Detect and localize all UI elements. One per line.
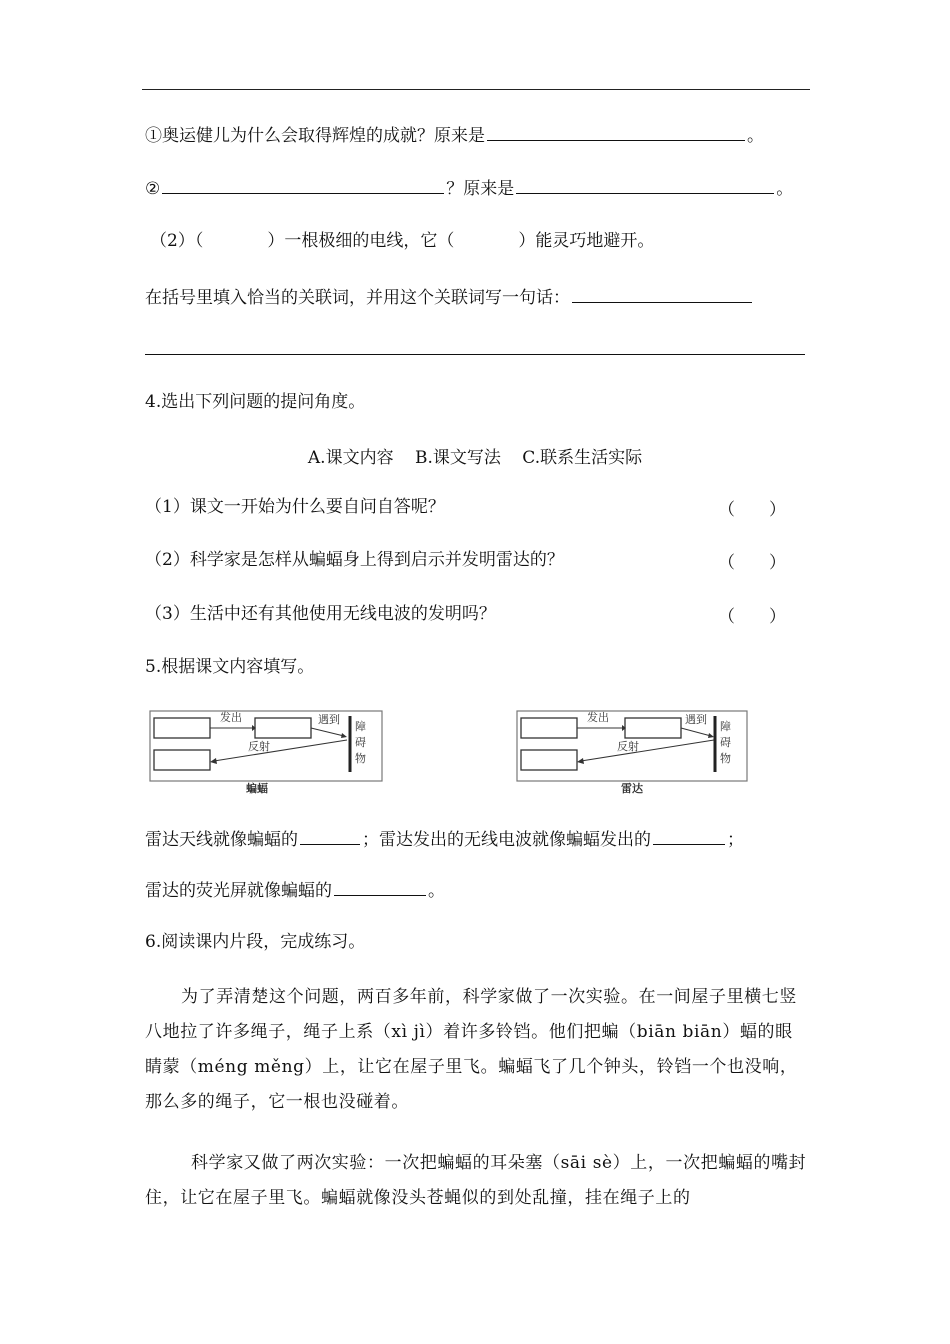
q4-question-3: （3）生活中还有其他使用无线电波的发明吗？ (145, 604, 496, 624)
obstacle-label-1: 障 (720, 720, 731, 733)
obstacle-label-2: 碍 (720, 736, 731, 749)
bat-echolocation-diagram (148, 706, 388, 798)
reading-paragraph-2: 科学家又做了两次实验：一次把蝙蝠的耳朵塞（sāi sè）上，一次把蝙蝠的嘴封住，让它在屋子里飞。蝙蝠就像没头苍蝇似的到处乱撞，挂在绳子上的 (145, 1153, 807, 1208)
option-b: B.课文写法 (414, 448, 501, 468)
answer-blank[interactable] (487, 122, 745, 141)
bat-receiver-box (154, 750, 210, 770)
q4-title: 4.选出下列问题的提问角度。 (145, 392, 366, 412)
bat-wave-box (255, 718, 311, 738)
radar-wave-box (625, 718, 681, 738)
option-c: C.联系生活实际 (522, 448, 643, 468)
bat-emitter-box (154, 718, 210, 738)
reading-paragraph-1: 为了弄清楚这个问题，两百多年前，科学家做了一次实验。在一间屋子里横七竖八地拉了许多绳子，绳子上系（xì jì）着许多铃铛。他们把蝙（biān biān）蝠的眼睛蒙（méng měng）上，让它在屋子里飞。蝙蝠飞了几个钟头，铃铛一个也没响，那么多的绳子，它一根也没碰着。 (145, 987, 798, 1112)
obstacle-label-3: 物 (720, 752, 731, 765)
reflect-label: 反射 (617, 740, 639, 753)
q4-options (0, 443, 950, 468)
q4-question-2: （2）科学家是怎样从蝙蝠身上得到启示并发明雷达的？ (145, 550, 564, 570)
q4-answer-paren-2[interactable]: （ ） (718, 553, 786, 573)
reflect-label: 反射 (248, 740, 270, 753)
q4-question-1: （1）课文一开始为什么要自问自答呢？ (145, 497, 445, 517)
answer-blank[interactable] (300, 826, 360, 845)
radar-screen-box (521, 750, 577, 770)
q5-fill-line1: 雷达天线就像蝙蝠的 ；雷达发出的无线电波就像蝙蝠发出的 ； (145, 826, 744, 852)
answer-blank[interactable] (653, 826, 725, 845)
radar-antenna-box (521, 718, 577, 738)
q3-instruction: 在括号里填入恰当的关联词，并用这个关联词写一句话： (145, 284, 754, 310)
header-rule (142, 89, 810, 90)
radar-caption: 雷达 (621, 782, 643, 795)
radar-diagram (515, 706, 755, 798)
bat-caption: 蝙蝠 (246, 782, 268, 795)
option-a: A.课文内容 (307, 448, 394, 468)
obstacle-label-1: 障 (355, 720, 366, 733)
obstacle-label-3: 物 (355, 752, 366, 765)
obstacle-label-2: 碍 (355, 736, 366, 749)
q3-line1: ①奥运健儿为什么会取得辉煌的成就？原来是 。 (145, 122, 764, 148)
meet-label: 遇到 (685, 713, 707, 726)
q5-title: 5.根据课文内容填写。 (145, 657, 315, 677)
sentence-blank[interactable] (572, 284, 752, 303)
sentence-answer-line[interactable] (145, 354, 805, 355)
q3-fill-connectives: （2）（ ）一根极细的电线，它（ ）能灵巧地避开。 (150, 231, 655, 251)
answer-blank[interactable] (516, 175, 774, 194)
q6-title: 6.阅读课内片段，完成练习。 (145, 932, 366, 952)
emit-label: 发出 (220, 711, 242, 724)
q4-answer-paren-1[interactable]: （ ） (718, 500, 786, 520)
meet-label: 遇到 (318, 713, 340, 726)
answer-blank[interactable] (334, 877, 426, 896)
emit-label: 发出 (587, 711, 609, 724)
q5-fill-line2: 雷达的荧光屏就像蝙蝠的 。 (145, 877, 445, 903)
q4-answer-paren-3[interactable]: （ ） (718, 607, 786, 627)
q3-line2: ② ？原来是 。 (145, 175, 793, 201)
answer-blank[interactable] (162, 175, 444, 194)
